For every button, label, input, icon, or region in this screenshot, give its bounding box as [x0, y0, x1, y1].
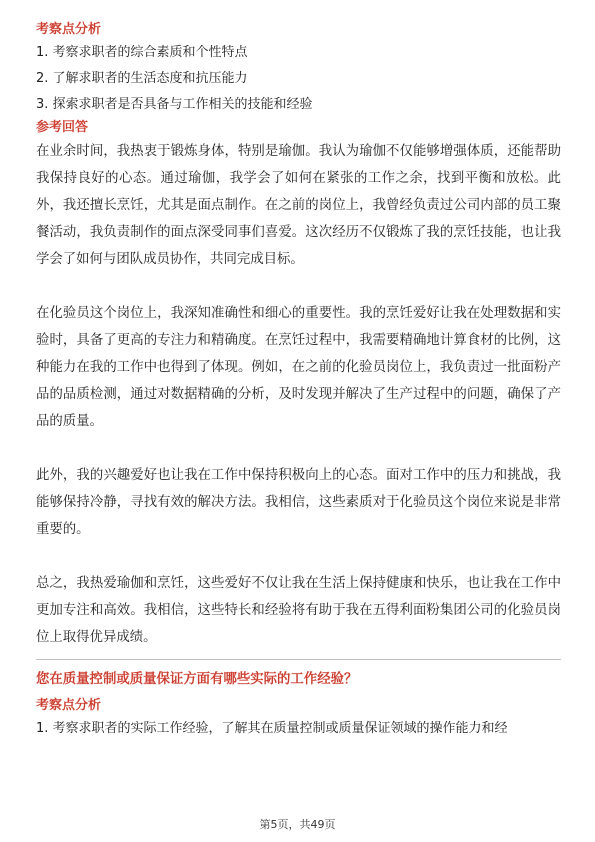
analysis-heading: 考察点分析 — [36, 698, 102, 713]
analysis-point: 3. 探索求职者是否具备与工作相关的技能和经验 — [36, 97, 313, 112]
answer-paragraph: 在化验员这个岗位上，我深知准确性和细心的重要性。我的烹饪爱好让我在处理数据和实验时，具备了更高的专注力和精确度。在烹饪过程中，我需要精确地计算食材的比例，这种能力在我的工作中也得到了体现。例如，在之前的化验员岗位上，我负责过一批面粉产品的品质检测，通过对数据精确的分析，及时发现并解决了生产过程中的问题，确保了产品的质量。 — [36, 306, 561, 429]
answer-paragraph: 此外，我的兴趣爱好也让我在工作中保持积极向上的心态。面对工作中的压力和挑战，我能够保持冷静，寻找有效的解决方法。我相信，这些素质对于化验员这个岗位来说是非常重要的。 — [36, 468, 561, 537]
question-title: 您在质量控制或质量保证方面有哪些实际的工作经验？ — [36, 672, 358, 687]
analysis-point: 1. 考察求职者的实际工作经验，了解其在质量控制或质量保证领域的操作能力和经 — [36, 721, 508, 736]
answer-heading: 参考回答 — [36, 120, 89, 135]
document-page — [36, 20, 561, 742]
analysis-heading: 考察点分析 — [36, 22, 102, 37]
section-divider — [36, 659, 561, 660]
analysis-point: 2. 了解求职者的生活态度和抗压能力 — [36, 71, 248, 86]
answer-paragraph: 在业余时间，我热衷于锻炼身体，特别是瑜伽。我认为瑜伽不仅能够增强体质，还能帮助我保持良好的心态。通过瑜伽，我学会了如何在紧张的工作之余，找到平衡和放松。此外，我还擅长烹饪，尤其是面点制作。在之前的岗位上，我曾经负责过公司内部的员工聚餐活动，我负责制作的面点深受同事们喜爱。这次经历不仅锻炼了我的烹饪技能，也让我学会了如何与团队成员协作，共同完成目标。 — [36, 144, 561, 267]
answer-paragraph: 总之，我热爱瑜伽和烹饪，这些爱好不仅让我在生活上保持健康和快乐，也让我在工作中更加专注和高效。我相信，这些特长和经验将有助于我在五得利面粉集团公司的化验员岗位上取得优异成绩。 — [36, 576, 561, 645]
page-footer: 第5页，共49页 — [259, 818, 336, 831]
analysis-point: 1. 考察求职者的综合素质和个性特点 — [36, 45, 248, 60]
